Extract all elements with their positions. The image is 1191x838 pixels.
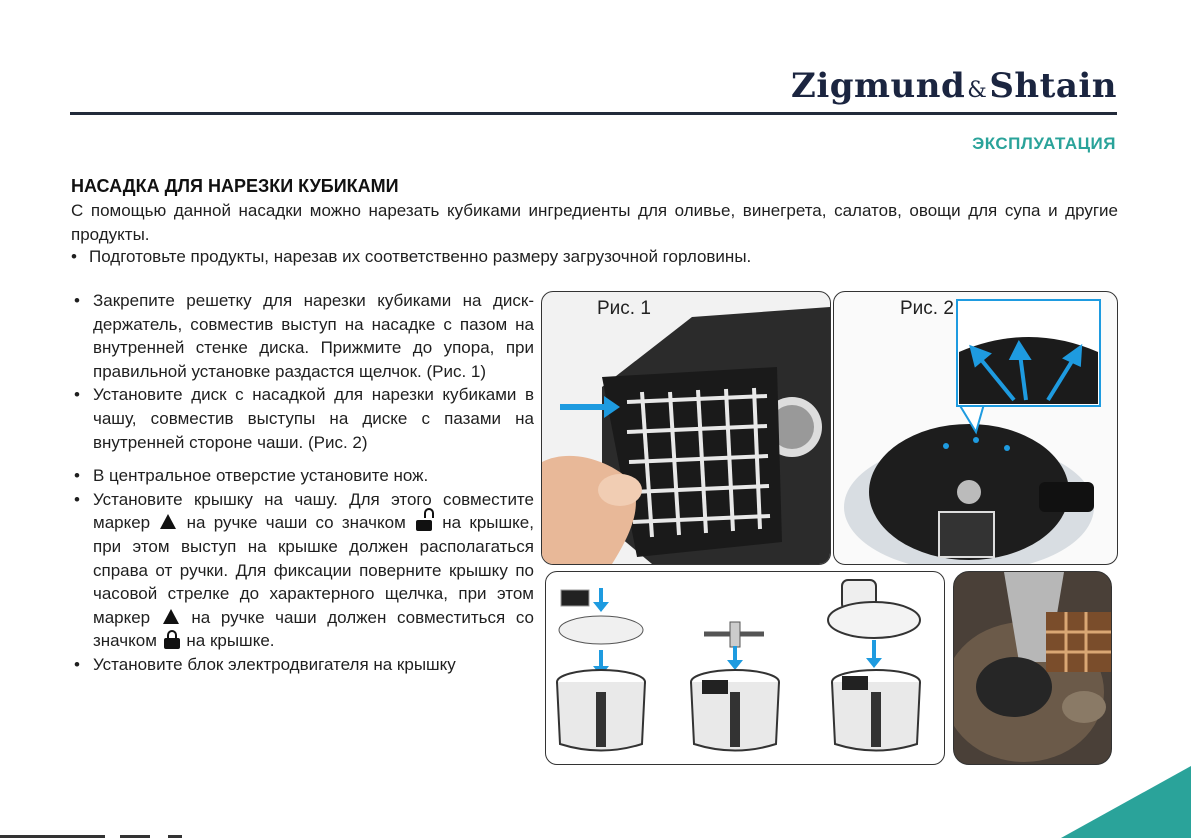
lock-icon	[164, 629, 180, 649]
header-divider	[70, 112, 1117, 115]
figure-1-illustration	[542, 292, 830, 564]
assembly-steps-panel	[545, 571, 945, 765]
instruction-list	[74, 289, 534, 677]
prep-bullet: • Подготовьте продукты, нарезав их соответственно размеру загрузочной горловины.	[71, 247, 752, 266]
triangle-marker-icon	[160, 514, 176, 529]
section-title: ЭКСПЛУАТАЦИЯ	[972, 134, 1116, 153]
triangle-marker-icon	[163, 609, 179, 624]
step-item: • Установите диск с насадкой для нарезки кубиками в чашу, совместив выступы на диске с пазами на внутренней стороне чаши. (Рис. 2)	[74, 383, 534, 454]
brand-logo: Zigmund&Shtain	[791, 66, 1117, 106]
figure-1-label: Рис. 1	[597, 298, 651, 319]
page-title: НАСАДКА ДЛЯ НАРЕЗКИ КУБИКАМИ	[71, 176, 399, 196]
step-item: • Установите крышку на чашу. Для этого совместите маркер на ручке чаши со значком на крышке, при этом выступ на крышке должен располагаться справа от ручки. Для фиксации поверните крышку по часовой стрелке до характерного щелчка, при этом маркер на ручке чаши должен совместиться со значком на крышке.	[74, 488, 534, 653]
figure-2-label: Рис. 2	[900, 298, 954, 319]
figure-2-illustration	[834, 292, 1117, 564]
figure-1-panel	[541, 291, 831, 565]
figure-2-panel	[833, 291, 1118, 565]
corner-accent	[1061, 766, 1191, 838]
step-item: • Установите блок электродвигателя на крышку	[74, 653, 534, 677]
photo-panel	[953, 571, 1112, 765]
intro-paragraph: С помощью данной насадки можно нарезать кубиками ингредиенты для оливье, винегрета, салатов, овощи для супа и другие продукты.	[71, 201, 1118, 244]
unlock-icon	[416, 511, 432, 531]
assembly-illustration	[546, 572, 944, 764]
step-item: • Закрепите решетку для нарезки кубиками на диск-держатель, совместив выступ на насадке с пазом на внутренней стенке диска. Прижмите до упора, при правильной установке раздастся щелчок. (Рис. 1)	[74, 289, 534, 383]
photo-illustration	[954, 572, 1111, 764]
step-item: • В центральное отверстие установите нож.	[74, 464, 534, 488]
